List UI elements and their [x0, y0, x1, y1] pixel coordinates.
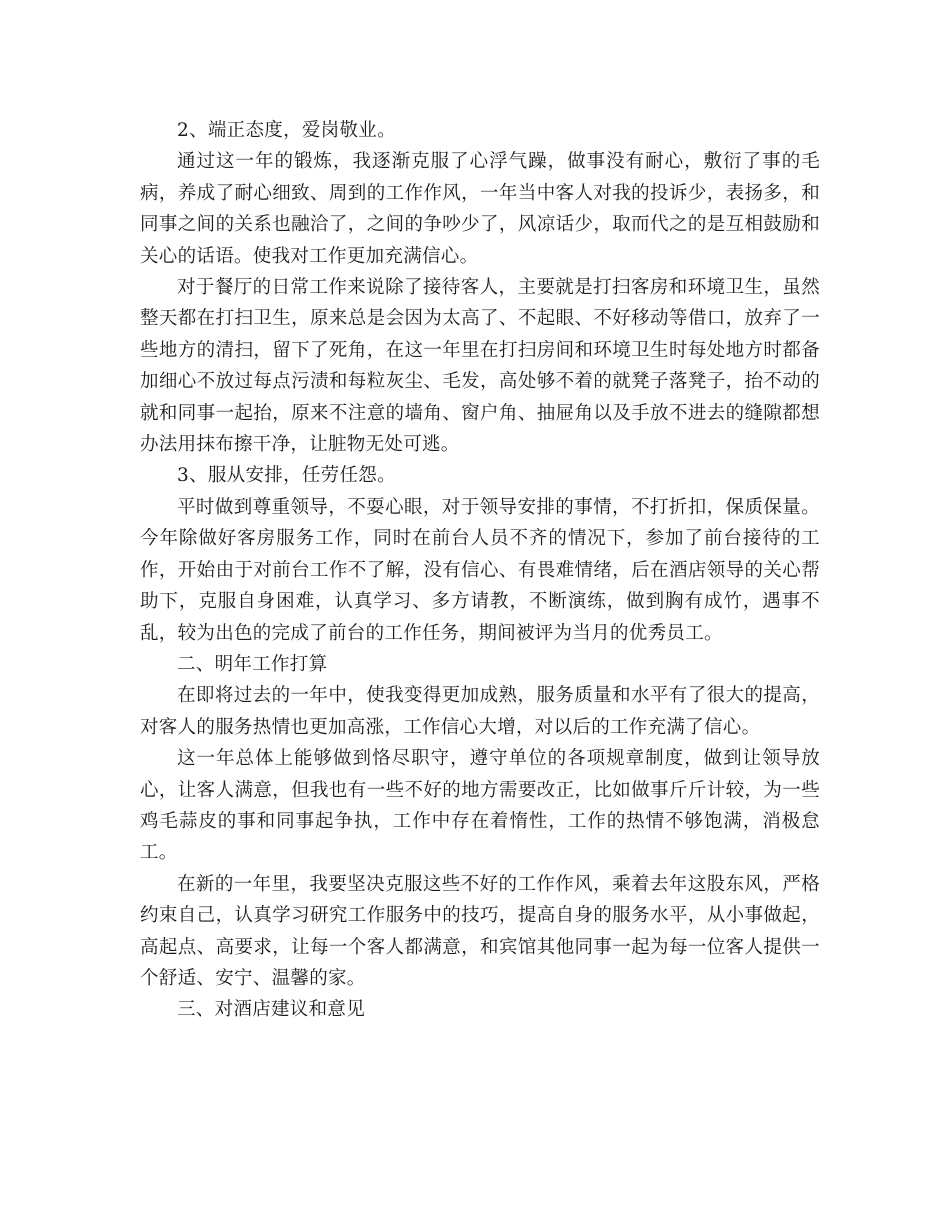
paragraph: 在新的一年里，我要坚决克服这些不好的工作作风，乘着去年这股东风，严格约束自己，认真学习研究工作服务中的技巧，提高自身的服务水平，从小事做起，高起点、高要求，让每一个客人都满意，和宾馆其他同事一起为每一位客人提供一个舒适、安宁、温馨的家。 — [140, 873, 820, 989]
paragraph: 这一年总体上能够做到恪尽职守，遵守单位的各项规章制度，做到让领导放心，让客人满意，但我也有一些不好的地方需要改正，比如做事斤斤计较，为一些鸡毛蒜皮的事和同事起争执，工作中存在着惰性，工作的热情不够饱满，消极怠工。 — [140, 748, 820, 864]
paragraph: 在即将过去的一年中，使我变得更加成熟，服务质量和水平有了很大的提高，对客人的服务热情也更加高涨，工作信心大增，对以后的工作充满了信心。 — [140, 685, 820, 738]
section-heading-obey: 3、服从安排，任劳任怨。 — [177, 465, 396, 487]
section-heading-next-year: 二、明年工作打算 — [177, 653, 328, 675]
document-body — [140, 115, 820, 1026]
paragraph: 对于餐厅的日常工作来说除了接待客人，主要就是打扫客房和环境卫生，虽然整天都在打扫卫生，原来总是会因为太高了、不起眼、不好移动等借口，放弃了一些地方的清扫，留下了死角，在这一年里在打扫房间和环境卫生时每处地方时都备加细心不放过每点污渍和每粒灰尘、毛发，高处够不着的就凳子落凳子，抬不动的就和同事一起抬，原来不注意的墙角、窗户角、抽屉角以及手放不进去的缝隙都想办法用抹布擦干净，让脏物无处可逃。 — [140, 277, 820, 456]
section-heading-attitude: 2、端正态度，爱岗敬业。 — [177, 120, 396, 141]
paragraph: 通过这一年的锻炼，我逐渐克服了心浮气躁，做事没有耐心，敷衍了事的毛病，养成了耐心细致、周到的工作作风，一年当中客人对我的投诉少，表扬多，和同事之间的关系也融洽了，之间的争吵少了，风凉话少，取而代之的是互相鼓励和关心的话语。使我对工作更加充满信心。 — [140, 151, 820, 267]
section-heading-suggestions: 三、对酒店建议和意见 — [177, 999, 366, 1021]
paragraph: 平时做到尊重领导，不耍心眼，对于领导安排的事情，不打折扣，保质保量。今年除做好客房服务工作，同时在前台人员不齐的情况下，参加了前台接待的工作，开始由于对前台工作不了解，没有信心、有畏难情绪，后在酒店领导的关心帮助下，克服自身困难，认真学习、多方请教，不断演练，做到胸有成竹，遇事不乱，较为出色的完成了前台的工作任务，期间被评为当月的优秀员工。 — [140, 496, 820, 644]
